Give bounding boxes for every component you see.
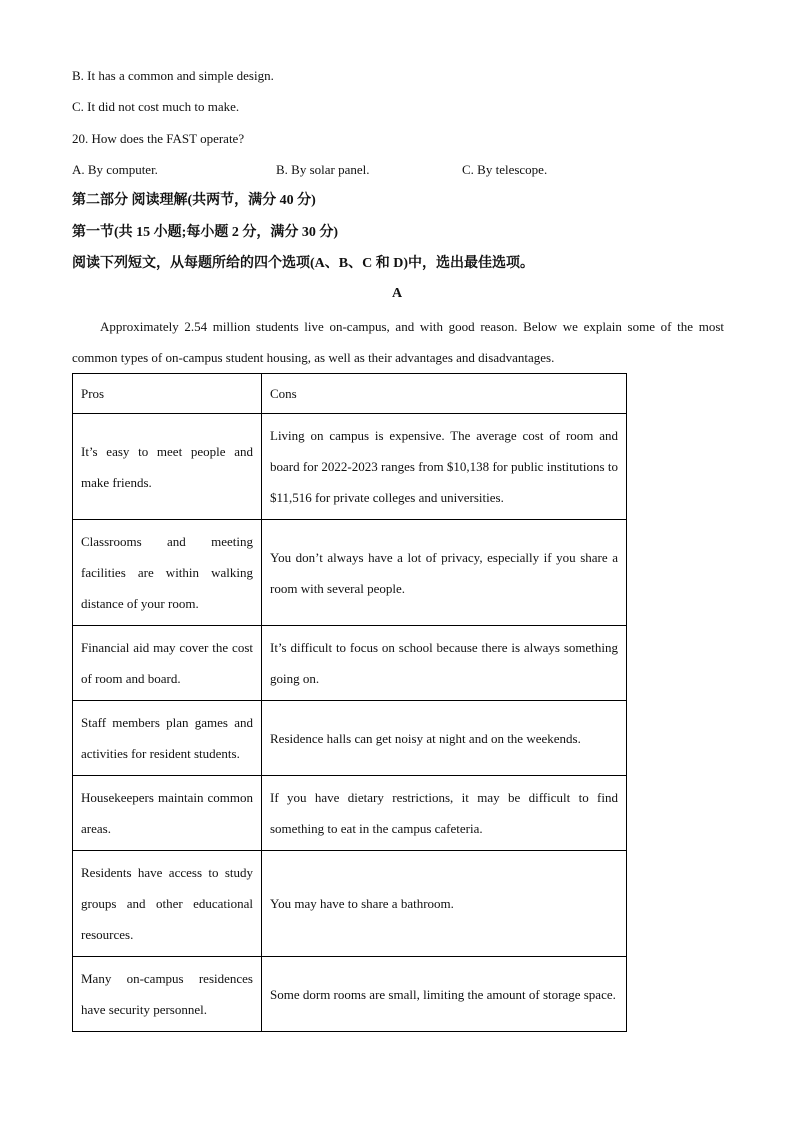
table-row xyxy=(73,701,627,776)
table-row xyxy=(73,957,627,1032)
intro-paragraph: Approximately 2.54 million students live on-campus, and with good reason. Below we explain some of the most common types of on-campus student housing, as well as their advantages and disadvantages. xyxy=(72,319,724,365)
con-cell: Living on campus is expensive. The average cost of room and board for 2022-2023 ranges from $10,138 for public institutions to $11,516 for private colleges and universities. xyxy=(262,414,627,520)
q19-option-b: B. It has a common and simple design. xyxy=(72,68,274,83)
table-header-row xyxy=(73,374,627,414)
pro-cell: Classrooms and meeting facilities are within walking distance of your room. xyxy=(73,520,262,626)
pro-cell: Staff members plan games and activities for resident students. xyxy=(73,701,262,776)
pro-cell: Financial aid may cover the cost of room and board. xyxy=(73,626,262,701)
q20-option-a: A. By computer. xyxy=(72,162,158,177)
section-heading: 第二部分 阅读理解(共两节，满分 40 分) xyxy=(72,193,316,208)
q19-option-c: C. It did not cost much to make. xyxy=(72,99,240,114)
con-cell: If you have dietary restrictions, it may be difficult to find something to eat in the campus cafeteria. xyxy=(262,776,627,851)
table-row xyxy=(73,626,627,701)
pro-cell: Residents have access to study groups and other educational resources. xyxy=(73,851,262,957)
pro-cell: Housekeepers maintain common areas. xyxy=(73,776,262,851)
table-row xyxy=(73,414,627,520)
con-cell: You don’t always have a lot of privacy, especially if you share a room with several people. xyxy=(262,520,627,626)
q20-question: 20. How does the FAST operate? xyxy=(72,131,245,146)
con-cell: Some dorm rooms are small, limiting the amount of storage space. xyxy=(262,957,627,1032)
con-cell: You may have to share a bathroom. xyxy=(262,851,627,957)
header-pros: Pros xyxy=(73,374,262,414)
table-row xyxy=(73,851,627,957)
table-row xyxy=(73,520,627,626)
q20-option-c: C. By telescope. xyxy=(462,162,548,177)
q20-option-b: B. By solar panel. xyxy=(276,162,370,177)
pro-cell: Many on-campus residences have security personnel. xyxy=(73,957,262,1032)
header-cons: Cons xyxy=(262,374,627,414)
pros-cons-table xyxy=(72,373,627,1032)
subsection-heading: 第一节(共 15 小题;每小题 2 分，满分 30 分) xyxy=(72,225,338,240)
pro-cell: It’s easy to meet people and make friends. xyxy=(73,414,262,520)
con-cell: It’s difficult to focus on school because there is always something going on. xyxy=(262,626,627,701)
q20-options xyxy=(72,162,632,178)
con-cell: Residence halls can get noisy at night and on the weekends. xyxy=(262,701,627,776)
table-row xyxy=(73,776,627,851)
instruction: 阅读下列短文，从每题所给的四个选项(A、B、C 和 D)中，选出最佳选项。 xyxy=(72,256,534,271)
passage-label: A xyxy=(391,286,403,301)
